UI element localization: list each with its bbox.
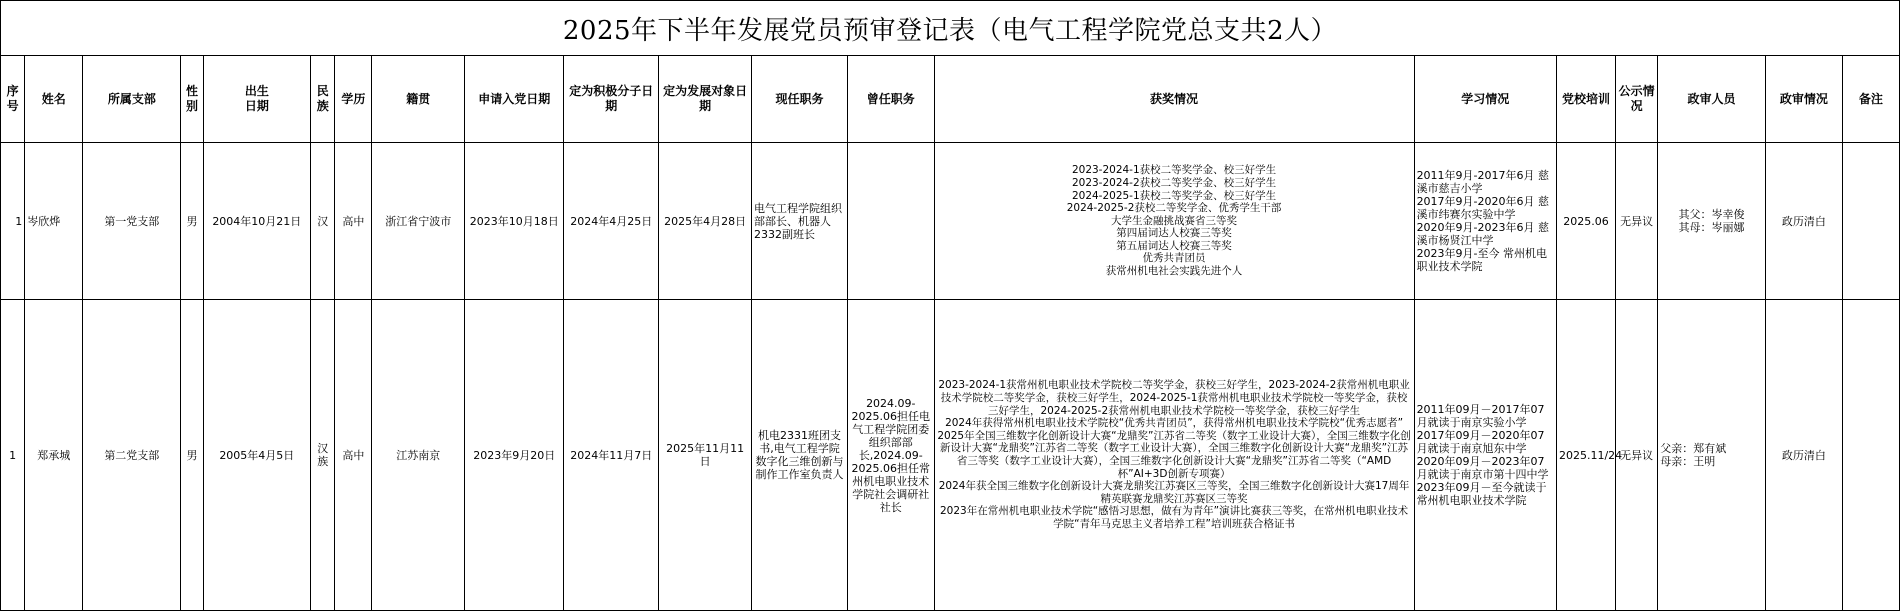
- cell-review-persons: 父亲：郑有斌 母亲：王明: [1658, 300, 1766, 611]
- header-former-post: 曾任职务: [848, 56, 935, 143]
- cell-name: 岑欣烨: [25, 143, 83, 300]
- header-review-result: 政审情况: [1765, 56, 1842, 143]
- header-review-persons: 政审人员: [1658, 56, 1766, 143]
- cell-ethnicity: 汉族: [311, 300, 335, 611]
- header-apply-date: 申请入党日期: [465, 56, 564, 143]
- header-current-post: 现任职务: [752, 56, 848, 143]
- cell-publicity: 无异议: [1616, 143, 1658, 300]
- cell-study: 2011年09月－2017年07月就读于南京实验小学 2017年09月－2020年07月就读于南京旭东中学 2020年09月－2023年07月就读于南京市第十四中学 2023年09月－至今就读于常州机电职业技术学院: [1414, 300, 1556, 611]
- cell-current-post: 机电2331班团支书,电气工程学院数字化三维创新与制作工作室负责人: [752, 300, 848, 611]
- register-table: [0, 55, 1900, 611]
- cell-seq: 1: [1, 300, 25, 611]
- cell-review-result: 政历清白: [1765, 300, 1842, 611]
- table-row: [1, 300, 1900, 611]
- cell-current-post: 电气工程学院组织部部长、机器人2332副班长: [752, 143, 848, 300]
- cell-awards: 2023-2024-1获校二等奖学金、校三好学生 2023-2024-2获校二等奖学金、校三好学生 2024-2025-1获校二等奖学金、校三好学生 2024-2025-2获校二等奖学金、优秀学生干部 大学生金融挑战赛省三等奖 第四届词达人校赛三等奖 第五届词达人校赛三等奖 优秀共青团员 获常州机电社会实践先进个人: [934, 143, 1414, 300]
- header-education: 学历: [335, 56, 372, 143]
- page-title: 2025年下半年发展党员预审登记表（电气工程学院党总支共2人）: [0, 0, 1900, 56]
- cell-activist-date: 2024年4月25日: [564, 143, 659, 300]
- header-seq: 序号: [1, 56, 25, 143]
- header-remark: 备注: [1842, 56, 1899, 143]
- cell-study: 2011年9月-2017年6月 慈溪市慈吉小学 2017年9月-2020年6月 慈溪市纬赛尔实验中学 2020年9月-2023年6月 慈溪市杨贤江中学 2023年9月-至今 常州机电职业技术学院: [1414, 143, 1556, 300]
- header-name: 姓名: [25, 56, 83, 143]
- header-develop-date: 定为发展对象日期: [659, 56, 752, 143]
- cell-review-persons: 其父：岑幸俊 其母：岑丽娜: [1658, 143, 1766, 300]
- cell-birth: 2004年10月21日: [203, 143, 311, 300]
- cell-gender: 男: [181, 143, 203, 300]
- cell-former-post: [848, 143, 935, 300]
- cell-education: 高中: [335, 300, 372, 611]
- cell-develop-date: 2025年11月11日: [659, 300, 752, 611]
- header-gender: 性别: [181, 56, 203, 143]
- cell-seq: 1: [1, 143, 25, 300]
- cell-apply-date: 2023年9月20日: [465, 300, 564, 611]
- cell-develop-date: 2025年4月28日: [659, 143, 752, 300]
- cell-gender: 男: [181, 300, 203, 611]
- header-branch: 所属支部: [83, 56, 181, 143]
- header-study: 学习情况: [1414, 56, 1556, 143]
- cell-native: 江苏南京: [372, 300, 465, 611]
- cell-party-school: 2025.06: [1556, 143, 1615, 300]
- cell-review-result: 政历清白: [1765, 143, 1842, 300]
- table-row: [1, 143, 1900, 300]
- cell-ethnicity: 汉: [311, 143, 335, 300]
- header-row: [1, 56, 1900, 143]
- cell-party-school: 2025.11/24: [1556, 300, 1615, 611]
- cell-former-post: 2024.09-2025.06担任电气工程学院团委组织部部长,2024.09-2025.06担任常州机电职业技术学院社会调研社社长: [848, 300, 935, 611]
- cell-branch: 第一党支部: [83, 143, 181, 300]
- cell-branch: 第二党支部: [83, 300, 181, 611]
- cell-native: 浙江省宁波市: [372, 143, 465, 300]
- cell-remark: [1842, 143, 1899, 300]
- header-native: 籍贯: [372, 56, 465, 143]
- cell-activist-date: 2024年11月7日: [564, 300, 659, 611]
- cell-awards: 2023-2024-1获常州机电职业技术学院校二等奖学金，获校三好学生，2023-2024-2获常州机电职业技术学院校二等奖学金，获校三好学生，2024-2025-1获常州机电职业技术学院校一等奖学金，获校三好学生，2024-2025-2获常州机电职业技术学院校一等奖学金，获校三好学生 2024年获得常州机电职业技术学院校“优秀共青团员”，获得常州机电职业技术学院校“优秀志愿者” 2025年全国三维数字化创新设计大赛“龙鼎奖”江苏省二等奖（数字工业设计大赛），全国三维数字化创新设计大赛“龙鼎奖”江苏省二等奖（数字工业设计大赛），全国三维数字化创新设计大赛“龙鼎奖”江苏省三等奖（数字工业设计大赛），全国三维数字化创新设计大赛“龙鼎奖”江苏省二等奖（“AMD杯”AI+3D创新专项赛） 2024年获全国三维数字化创新设计大赛龙鼎奖江苏赛区三等奖，全国三维数字化创新设计大赛17周年精英联赛龙鼎奖江苏赛区三等奖 2023年在常州机电职业技术学院“感悟习思想，做有为青年”演讲比赛获三等奖，在常州机电职业技术学院“青年马克思主义者培养工程”培训班获合格证书: [934, 300, 1414, 611]
- header-party-school: 党校培训: [1556, 56, 1615, 143]
- header-activist-date: 定为积极分子日期: [564, 56, 659, 143]
- cell-birth: 2005年4月5日: [203, 300, 311, 611]
- cell-name: 郑承城: [25, 300, 83, 611]
- header-publicity: 公示情况: [1616, 56, 1658, 143]
- cell-publicity: 无异议: [1616, 300, 1658, 611]
- header-ethnicity: 民族: [311, 56, 335, 143]
- cell-education: 高中: [335, 143, 372, 300]
- header-awards: 获奖情况: [934, 56, 1414, 143]
- cell-remark: [1842, 300, 1899, 611]
- header-birth: 出生 日期: [203, 56, 311, 143]
- cell-apply-date: 2023年10月18日: [465, 143, 564, 300]
